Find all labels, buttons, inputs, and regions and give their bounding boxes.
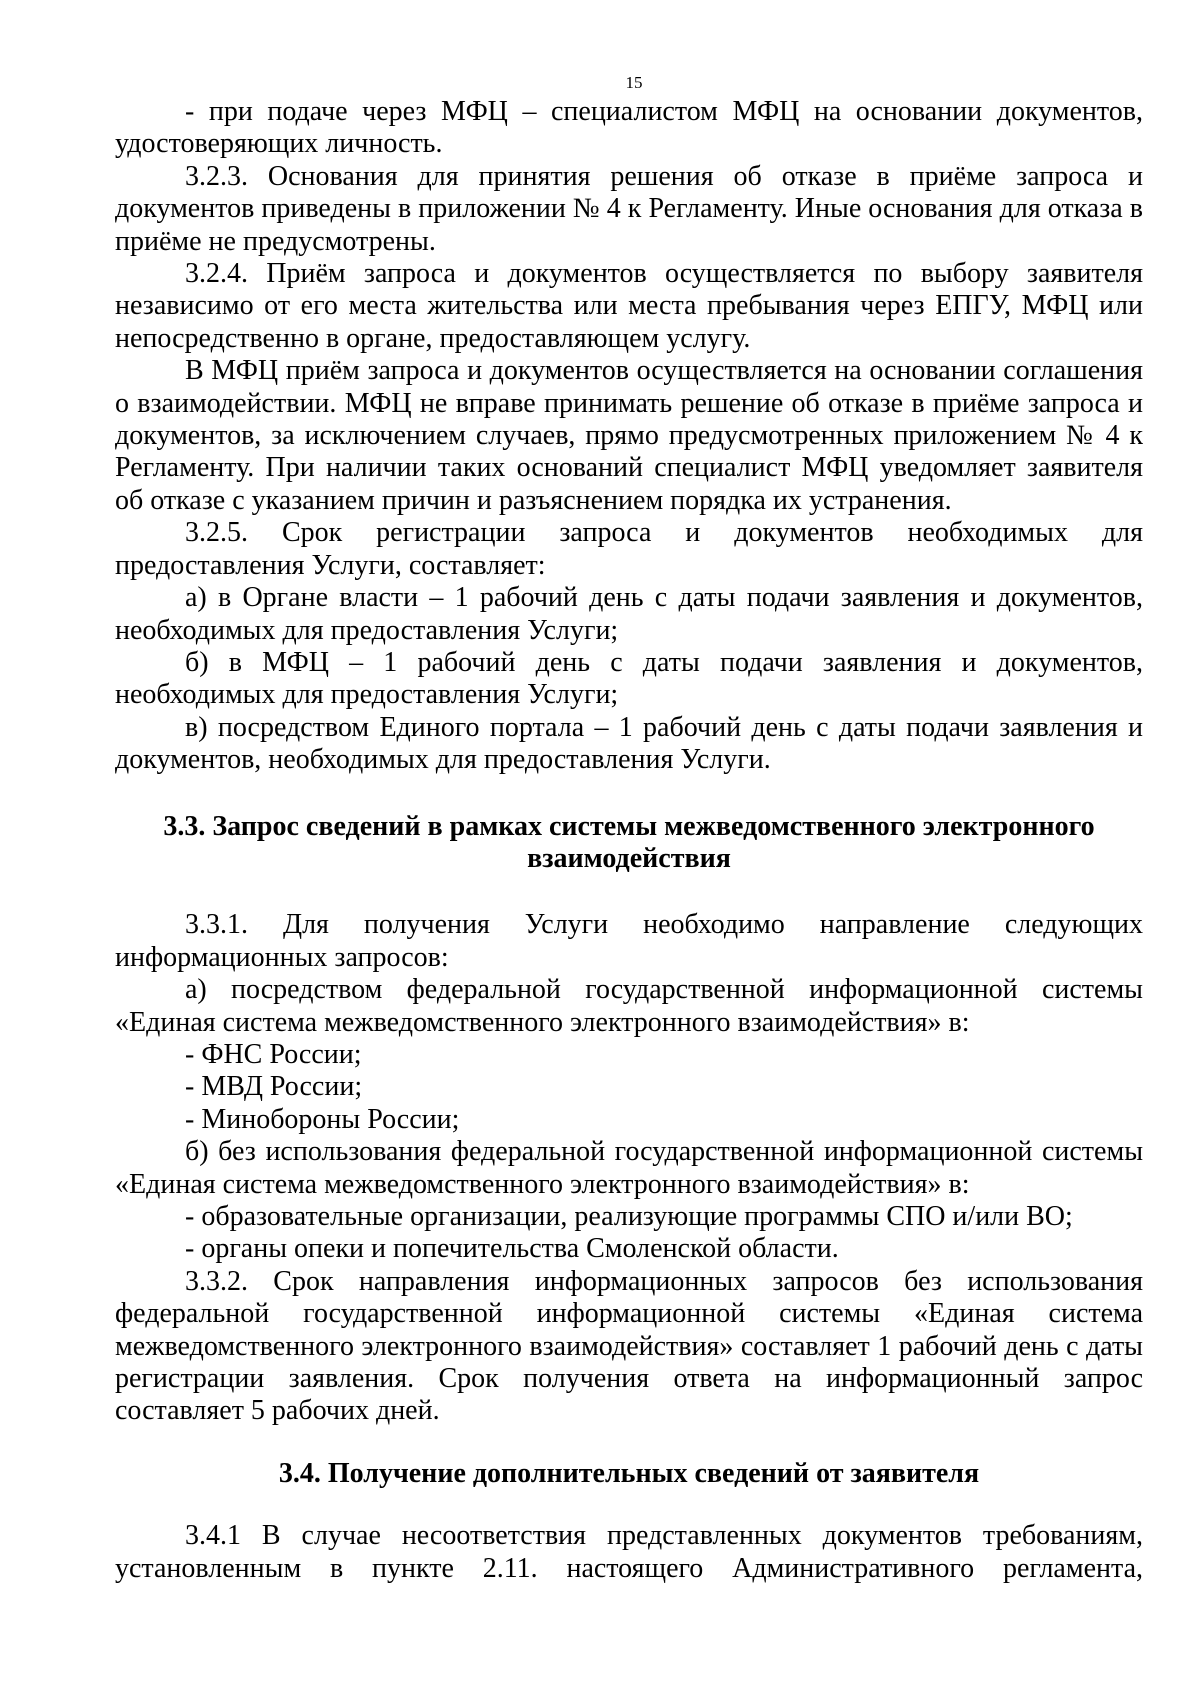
list-item-mvd: - МВД России;: [185, 1071, 363, 1103]
section-3-3-heading-line2: взаимодействия: [527, 842, 731, 874]
paragraph-mfc-identity: - при подаче через МФЦ – специалистом МФЦ на основании документов, удостоверяющих личность.: [115, 96, 1143, 160]
paragraph-3-4-1: 3.4.1 В случае несоответствия представленных документов требованиям, установленным в пункте 2.11. настоящего Административного регламента,: [115, 1520, 1143, 1584]
paragraph-3-3-1: 3.3.1. Для получения Услуги необходимо направление следующих информационных запросов:: [115, 909, 1143, 973]
paragraph-3-3-1-b: б) без использования федеральной государственной информационной системы «Единая система межведомственного электронного взаимодействия» в:: [115, 1136, 1143, 1200]
list-item-education-orgs: - образовательные организации, реализующие программы СПО и/или ВО;: [185, 1201, 1073, 1232]
paragraph-3-2-3: 3.2.3. Основания для принятия решения об отказе в приёме запроса и документов приведены в приложении № 4 к Регламенту. Иные основания для отказа в приёме не предусмотрены.: [115, 160, 1143, 257]
list-item-minoborony: - Минобороны России;: [185, 1103, 460, 1135]
paragraph-3-2-5-b: б) в МФЦ – 1 рабочий день с даты подачи заявления и документов, необходимых для предоставления Услуги;: [115, 646, 1143, 711]
paragraph-3-2-5-v: в) посредством Единого портала – 1 рабочий день с даты подачи заявления и документов, необходимых для предоставления Услуги.: [115, 711, 1143, 776]
list-item-guardianship: - органы опеки и попечительства Смоленской области.: [185, 1233, 839, 1265]
section-3-3-heading: [115, 811, 1143, 876]
paragraph-3-2-4: 3.2.4. Приём запроса и документов осуществляется по выбору заявителя независимо от его места жительства или места пребывания через ЕПГУ, МФЦ или непосредственно в органе, предоставляющем услугу.: [115, 258, 1143, 354]
section-3-3-heading-line1: 3.3. Запрос сведений в рамках системы межведомственного электронного: [163, 810, 1095, 842]
list-item-fns: - ФНС России;: [185, 1038, 362, 1070]
paragraph-3-3-1-a: а) посредством федеральной государственной информационной системы «Единая система межведомственного электронного взаимодействия» в:: [115, 974, 1143, 1038]
paragraph-3-2-5: 3.2.5. Срок регистрации запроса и документов необходимых для предоставления Услуги, составляет:: [115, 517, 1143, 581]
paragraph-mfc-agreement: В МФЦ приём запроса и документов осуществляется на основании соглашения о взаимодействии. МФЦ не вправе принимать решение об отказе в приёме запроса и документов, за исключением случаев, прямо предусмотренных приложением № 4 к Регламенту. При наличии таких оснований специалист МФЦ уведомляет заявителя об отказе с указанием причин и разъяснением порядка их устранения.: [115, 355, 1143, 516]
document-body: [115, 96, 1143, 1585]
section-3-4-heading: 3.4. Получение дополнительных сведений от заявителя: [278, 1457, 980, 1489]
paragraph-3-3-2: 3.3.2. Срок направления информационных запросов без использования федеральной государственной информационной системы «Единая система межведомственного электронного взаимодействия» составляет 1 рабочий день с даты регистрации заявления. Срок получения ответа на информационный запрос составляет 5 рабочих дней.: [115, 1265, 1143, 1427]
page-number: 15: [625, 73, 643, 92]
paragraph-3-2-5-a: а) в Органе власти – 1 рабочий день с даты подачи заявления и документов, необходимых для предоставления Услуги;: [115, 582, 1143, 646]
